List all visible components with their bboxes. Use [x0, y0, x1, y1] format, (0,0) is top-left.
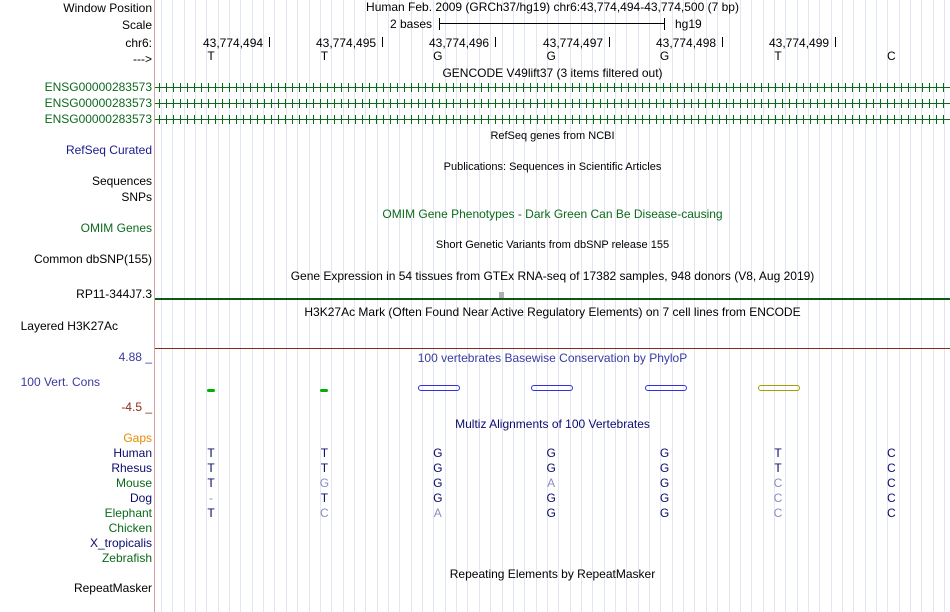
dbsnp-track-label[interactable]: Common dbSNP(155) [33, 252, 152, 266]
snps-track-label[interactable]: SNPs [121, 190, 152, 204]
phylop-min-label: -4.5 _ [121, 400, 152, 414]
alignment-base: T [774, 446, 782, 460]
scale-bar-right-end [664, 18, 665, 30]
alignment-base: T [320, 446, 329, 460]
ruler-position-4: 43,774,497 [543, 36, 604, 50]
publications-track-title[interactable]: Publications: Sequences in Scientific Articles [443, 161, 662, 173]
scale-bar [439, 23, 665, 24]
gtex-track-title[interactable]: Gene Expression in 54 tissues from GTEx RNA-seq of 17382 samples, 948 donors (V8, Aug 2019) [290, 269, 815, 283]
reference-base: T [207, 49, 215, 63]
alignment-base: G [659, 491, 670, 505]
ruler-position-2: 43,774,495 [316, 36, 377, 50]
species-label-x-tropicalis[interactable]: X_tropicalis [89, 536, 152, 550]
reference-base: T [774, 49, 782, 63]
alignment-base: T [774, 461, 782, 475]
track-image-area[interactable] [155, 0, 950, 612]
alignment-base: C [887, 506, 896, 520]
phylop-track-title[interactable]: 100 vertebrates Basewise Conservation by PhyloP [417, 351, 688, 365]
gencode-gene-2[interactable] [155, 99, 950, 108]
gaps-label[interactable]: Gaps [123, 431, 152, 445]
refseq-track-title[interactable]: RefSeq genes from NCBI [490, 130, 615, 142]
alignment-base: T [207, 506, 215, 520]
reference-base: G [433, 49, 443, 63]
alignment-base: G [433, 476, 443, 490]
species-label-human[interactable]: Human [113, 446, 152, 460]
gtex-expression-line[interactable] [155, 298, 950, 300]
sequences-track-label[interactable]: Sequences [91, 174, 152, 188]
ruler-tick-1 [269, 37, 270, 47]
gencode-item-label-2[interactable]: ENSG00000283573 [44, 96, 152, 110]
species-label-dog[interactable]: Dog [129, 491, 152, 505]
alignment-base: G [546, 506, 556, 520]
alignment-base: G [546, 446, 556, 460]
track-label-column [0, 0, 154, 612]
alignment-base: T [207, 461, 215, 475]
alignment-base: T [320, 491, 329, 505]
alignment-base: T [207, 446, 215, 460]
alignment-base: C [887, 446, 896, 460]
alignment-base: C [887, 491, 896, 505]
alignment-base: G [433, 491, 443, 505]
h3k27ac-track-label[interactable]: Layered H3K27Ac [20, 319, 118, 333]
alignment-base: C [887, 476, 896, 490]
alignment-base: A [433, 506, 442, 520]
species-label-rhesus[interactable]: Rhesus [111, 461, 152, 475]
gtex-item-marker[interactable] [499, 292, 504, 298]
phylop-mark [207, 389, 215, 392]
repeatmasker-track-label[interactable]: RepeatMasker [73, 581, 152, 595]
phylop-mark [645, 385, 687, 391]
alignment-base: C [887, 461, 896, 475]
scale-bar-left-end [439, 18, 440, 30]
refseq-track-label[interactable]: RefSeq Curated [65, 143, 152, 157]
strand-label[interactable]: ---> [133, 52, 152, 66]
reference-base: G [546, 49, 556, 63]
alignment-base: T [320, 461, 329, 475]
reference-base: C [887, 49, 896, 63]
h3k27ac-baseline [155, 348, 950, 349]
phylop-mark [758, 385, 800, 391]
gencode-item-label-3[interactable]: ENSG00000283573 [44, 112, 152, 126]
gtex-track-label[interactable]: RP11-344J7.3 [76, 287, 152, 301]
species-label-mouse[interactable]: Mouse [115, 476, 152, 490]
alignment-base: C [320, 506, 329, 520]
repeatmasker-track-title[interactable]: Repeating Elements by RepeatMasker [449, 567, 656, 581]
chrom-label[interactable]: chr6: [125, 36, 152, 50]
ruler-tick-2 [382, 37, 383, 47]
gencode-gene-1[interactable] [155, 83, 950, 92]
alignment-base: C [773, 476, 783, 490]
alignment-base: G [659, 506, 670, 520]
dbsnp-track-title[interactable]: Short Genetic Variants from dbSNP release 155 [435, 239, 670, 251]
reference-base: G [659, 49, 670, 63]
gencode-track-title[interactable]: GENCODE V49lift37 (3 items filtered out) [442, 66, 663, 80]
ruler-tick-3 [495, 37, 496, 47]
alignment-base: G [433, 446, 443, 460]
alignment-base: G [659, 446, 670, 460]
omim-track-label[interactable]: OMIM Genes [80, 221, 152, 235]
scale-bar-text: 2 bases [390, 17, 433, 31]
alignment-base: - [209, 491, 213, 505]
scale-db-text: hg19 [675, 17, 702, 31]
ruler-position-1: 43,774,494 [203, 36, 264, 50]
gencode-item-label-1[interactable]: ENSG00000283573 [44, 80, 152, 94]
alignment-base: G [546, 491, 556, 505]
scale-label[interactable]: Scale [121, 18, 152, 32]
gencode-gene-3[interactable] [155, 115, 950, 124]
ruler-tick-4 [609, 37, 610, 47]
species-label-zebrafish[interactable]: Zebrafish [101, 551, 152, 565]
alignment-base: G [319, 476, 330, 490]
alignment-base: C [773, 491, 783, 505]
ruler-position-5: 43,774,498 [656, 36, 717, 50]
alignment-base: C [773, 506, 783, 520]
assembly-position-text[interactable]: Human Feb. 2009 (GRCh37/hg19) chr6:43,774,494-43,774,500 (7 bp) [366, 0, 739, 14]
alignment-base: G [659, 476, 670, 490]
alignment-base: A [547, 476, 556, 490]
omim-track-title[interactable]: OMIM Gene Phenotypes - Dark Green Can Be Disease-causing [382, 207, 723, 221]
ruler-tick-6 [835, 37, 836, 47]
alignment-base: G [659, 461, 670, 475]
reference-base: T [320, 49, 329, 63]
phylop-mark [418, 385, 460, 391]
species-label-elephant[interactable]: Elephant [104, 506, 152, 520]
phylop-max-label: 4.88 _ [118, 350, 152, 364]
phylop-track-label[interactable]: 100 Vert. Cons [20, 375, 100, 389]
ruler-position-3: 43,774,496 [429, 36, 490, 50]
phylop-mark [320, 389, 328, 392]
species-label-chicken[interactable]: Chicken [108, 521, 152, 535]
ruler-tick-5 [722, 37, 723, 47]
window-position-label[interactable]: Window Position [63, 1, 152, 15]
phylop-mark [531, 385, 573, 391]
alignment-base: G [433, 461, 443, 475]
h3k27ac-track-title[interactable]: H3K27Ac Mark (Often Found Near Active Regulatory Elements) on 7 cell lines from ENCODE [304, 305, 801, 319]
ruler-position-6: 43,774,499 [769, 36, 830, 50]
multiz-track-title[interactable]: Multiz Alignments of 100 Vertebrates [455, 417, 650, 431]
alignment-base: G [546, 461, 556, 475]
alignment-base: T [207, 476, 215, 490]
